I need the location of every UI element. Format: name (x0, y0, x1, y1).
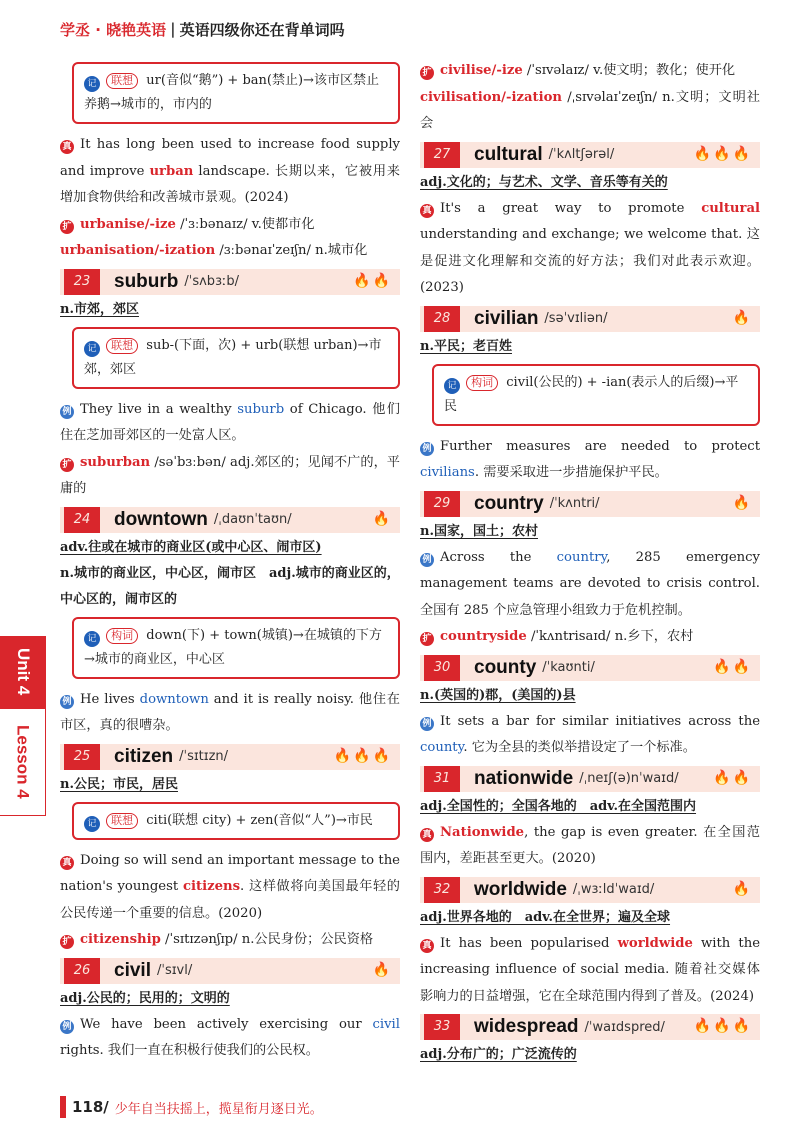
derivative-rest: /ˈɜːbənaɪz/ v.使都市化 (175, 216, 315, 232)
example-badge: 例 (60, 695, 74, 709)
headword: citizen (114, 745, 174, 767)
entry-header-downtown (60, 507, 400, 533)
entry-header-civil (60, 958, 400, 984)
example-civilian (420, 434, 760, 487)
derivative-word: urbanise/-ize (80, 216, 176, 232)
headword: worldwide (474, 878, 567, 900)
example-text: , 285 emergency management teams are devoted to crisis control. 全国有 285 个应急管理小组致力于危机控制。 (420, 549, 760, 618)
memo-icon: 记 (444, 378, 460, 394)
derivative-urbanise (60, 212, 400, 239)
example-text: Across the (440, 549, 557, 565)
memo-tag: 构词 (466, 375, 498, 391)
phonetic: /ˈkʌltʃərəl/ (548, 147, 615, 162)
example-civil (60, 1012, 400, 1065)
phonetic: /ˈkʌntri/ (549, 496, 600, 511)
definition: adv.往或在城市的商业区(或中心区、闹市区) (60, 539, 322, 555)
entry-header-civilian (420, 306, 760, 332)
example-text: Doing so will send an important message to the nation's youngest (60, 852, 400, 894)
example-text: . 需要采取进一步措施保护平民。 (474, 465, 668, 480)
memo-tag: 联想 (106, 338, 138, 354)
example-country (420, 545, 760, 625)
memory-tip-suburb (72, 327, 400, 389)
entry-number: 28 (424, 306, 460, 332)
example-badge: 例 (60, 1020, 74, 1034)
entry-number: 23 (64, 269, 100, 295)
footer-motto: 少年自当扶摇上，揽星衔月逐日光。 (114, 1101, 323, 1117)
example-citizen (60, 848, 400, 928)
entry-header-suburb (60, 269, 400, 295)
derivative-rest: /ˌsɪvəlaɪˈzeɪʃn/ n.文明；文明社会 (420, 89, 760, 131)
extend-badge: 扩 (420, 66, 434, 80)
entry-number: 32 (424, 877, 460, 903)
real-exam-badge: 真 (420, 828, 434, 842)
example-text: It has long been used to increase food supply and improve (60, 137, 400, 179)
left-column (60, 58, 400, 1065)
real-exam-badge: 真 (420, 939, 434, 953)
example-text: , the gap is even greater. 在全国范围内，差距甚至更大。(2020) (420, 824, 760, 866)
entry-number: 25 (64, 744, 100, 770)
memo-text: sub-(下面，次) + urb(联想 urban)→市郊，郊区 (84, 337, 382, 377)
right-column (420, 58, 760, 1068)
highlight-word: Nationwide (440, 824, 525, 840)
highlight-word: suburb (237, 401, 285, 417)
brand-name: 学丞 · 晓艳英语 (60, 20, 167, 39)
memory-tip-citizen (72, 802, 400, 840)
derivative-rest: /ˈkʌntrisaɪd/ n.乡下，农村 (526, 629, 694, 644)
definition: n.城市的商业区，中心区，闹市区 adj.城市的商业区的，中心区的，闹市区的 (60, 565, 400, 607)
example-text: It has been popularised (440, 935, 618, 951)
memo-tag: 联想 (106, 813, 138, 829)
memo-icon: 记 (84, 816, 100, 832)
memo-icon: 记 (84, 631, 100, 647)
memo-tag: 构词 (106, 628, 138, 644)
derivative-rest: /ɜːbənaɪˈzeɪʃn/ n.城市化 (215, 243, 368, 258)
highlight-word: civil (372, 1016, 400, 1032)
memo-icon: 记 (84, 76, 100, 92)
frequency-flame-icon: 🔥🔥🔥 (693, 1018, 752, 1034)
example-text: It sets a bar for similar initiatives across the (440, 713, 760, 729)
frequency-flame-icon: 🔥🔥 (353, 272, 392, 289)
example-downtown (60, 687, 400, 740)
memo-text: civil(公民的) + -ian(表示人的后缀)→平民 (444, 374, 739, 414)
example-text: They live in a wealthy (80, 401, 238, 417)
derivative-civilise (420, 58, 760, 85)
example-badge: 例 (420, 442, 434, 456)
derivative-suburban (60, 450, 400, 503)
example-badge: 例 (420, 553, 434, 567)
example-suburb (60, 397, 400, 450)
entry-header-worldwide (420, 877, 760, 903)
phonetic: /ˌwɜːldˈwaɪd/ (572, 882, 655, 897)
highlight-word: civilians (420, 465, 475, 480)
definition: adj.世界各地的 adv.在全世界；遍及全球 (420, 909, 671, 925)
entry-header-nationwide (420, 766, 760, 792)
derivative-word: suburban (80, 454, 151, 470)
example-text: It's a great way to promote (440, 200, 702, 216)
unit-label: Unit 4 (0, 636, 46, 708)
headword: county (474, 656, 537, 678)
entry-header-county (420, 655, 760, 681)
phonetic: /səˈvɪliən/ (544, 311, 608, 326)
entry-number: 26 (64, 958, 100, 984)
headword: downtown (114, 508, 208, 530)
example-badge: 例 (420, 717, 434, 731)
derivative-rest: /ˈsɪvəlaɪz/ v.使文明；教化；使开化 (522, 63, 736, 78)
frequency-flame-icon: 🔥🔥 (713, 658, 752, 675)
footer-accent-bar (60, 1096, 66, 1118)
highlight-word: downtown (139, 691, 209, 707)
extend-badge: 扩 (60, 220, 74, 234)
headword: nationwide (474, 767, 574, 789)
derivative-civilisation (420, 85, 760, 138)
highlight-word: urban (149, 163, 194, 179)
entry-header-cultural (420, 142, 760, 168)
headword: civil (114, 959, 151, 981)
phonetic: /ˈwaɪdspred/ (584, 1019, 665, 1035)
example-text: He lives (80, 691, 140, 707)
frequency-flame-icon: 🔥 (732, 494, 752, 511)
derivative-word: civilisation/-ization (420, 89, 563, 105)
entry-number: 31 (424, 766, 460, 792)
phonetic: /ˈkaʊnti/ (542, 660, 595, 675)
entry-header-widespread (420, 1014, 760, 1040)
derivative-word: civilise/-ize (440, 63, 523, 78)
definition: n.公民；市民，居民 (60, 776, 178, 792)
definition: adj.公民的；民用的；文明的 (60, 990, 230, 1006)
header-separator: | (170, 20, 176, 38)
phonetic: /ˈsɪvl/ (156, 963, 193, 978)
example-cultural (420, 196, 760, 302)
memo-tag: 联想 (106, 73, 138, 89)
derivative-word: urbanisation/-ization (60, 243, 216, 258)
example-text: . 它为全县的类似举措设定了一个标准。 (463, 740, 696, 755)
frequency-flame-icon: 🔥🔥🔥 (693, 145, 752, 162)
frequency-flame-icon: 🔥🔥 (713, 769, 752, 786)
memo-text: ur(音似“鹅”) + ban(禁止)→该市区禁止养鹅→城市的，市内的 (84, 73, 379, 112)
headword: country (474, 492, 544, 514)
derivative-citizenship (60, 927, 400, 954)
definition: n.平民；老百姓 (420, 338, 512, 354)
phonetic: /ˌdaʊnˈtaʊn/ (213, 512, 292, 527)
example-text: rights. 我们一直在积极行使我们的公民权。 (60, 1043, 319, 1058)
entry-number: 24 (64, 507, 100, 533)
headword: widespread (474, 1016, 579, 1037)
example-nationwide (420, 820, 760, 873)
example-text: We have been actively exercising our (80, 1016, 373, 1032)
example-text: Further measures are needed to protect (440, 438, 760, 454)
example-urban (60, 132, 400, 212)
page-header (60, 12, 760, 46)
definition: n.市郊，郊区 (60, 301, 139, 317)
frequency-flame-icon: 🔥 (732, 309, 752, 326)
example-text: understanding and exchange; we welcome that. 这是促进文化理解和交流的好方法；我们对此表示欢迎。(2023) (420, 227, 760, 295)
example-text: of Chicago. 他们住在芝加哥郊区的一处富人区。 (60, 401, 400, 443)
entry-header-country (420, 491, 760, 517)
extend-badge: 扩 (60, 458, 74, 472)
definition: n.国家，国土；农村 (420, 523, 538, 539)
highlight-word: cultural (701, 200, 760, 216)
example-text: with the increasing influence of social media. 随着社交媒体影响力的日益增强，它在全球范围内得到了普及。(2024) (420, 935, 760, 1004)
extend-badge: 扩 (60, 935, 74, 949)
headword: civilian (474, 307, 539, 329)
example-worldwide (420, 931, 760, 1011)
example-badge: 例 (60, 405, 74, 419)
example-text: and it is really noisy. 他住在市区，真的很嘈杂。 (60, 691, 400, 733)
derivative-word: citizenship (80, 932, 161, 947)
real-exam-badge: 真 (60, 140, 74, 154)
derivative-word: countryside (440, 629, 527, 644)
headword: suburb (114, 270, 179, 292)
derivative-rest: /səˈbɜːbən/ adj.郊区的；见闻不广的，平庸的 (60, 454, 400, 496)
highlight-word: citizens (182, 879, 241, 894)
entry-number: 27 (424, 142, 460, 168)
memory-tip-urban (72, 62, 400, 124)
frequency-flame-icon: 🔥🔥🔥 (333, 747, 392, 764)
frequency-flame-icon: 🔥 (372, 510, 392, 527)
phonetic: /ˈsʌbɜːb/ (184, 274, 239, 289)
memo-icon: 记 (84, 341, 100, 357)
definition: n.(英国的)郡，(美国的)县 (420, 687, 576, 703)
real-exam-badge: 真 (420, 204, 434, 218)
memo-text: citi(联想 city) + zen(音似“人”)→市民 (146, 812, 373, 828)
entry-number: 30 (424, 655, 460, 681)
frequency-flame-icon: 🔥 (372, 961, 392, 978)
entry-number: 29 (424, 491, 460, 517)
example-text: . 这样做将向美国最年轻的公民传递一个重要的信息。(2020) (60, 879, 400, 921)
phonetic: /ˌneɪʃ(ə)nˈwaɪd/ (579, 771, 679, 786)
entry-number: 33 (424, 1014, 460, 1040)
derivative-urbanisation (60, 238, 400, 265)
highlight-word: county (420, 740, 464, 755)
highlight-word: country (556, 549, 607, 565)
derivative-countryside (420, 624, 760, 651)
example-county (420, 709, 760, 762)
memo-text: down(下) + town(城镇)→在城镇的下方→城市的商业区，中心区 (84, 627, 382, 667)
definition: adj.全国性的；全国各地的 adv.在全国范围内 (420, 798, 697, 814)
real-exam-badge: 真 (60, 856, 74, 870)
memory-tip-downtown (72, 617, 400, 679)
page-number: 118/ (72, 1098, 109, 1116)
example-text: landscape. 长期以来，它被用来增加食物供给和改善城市景观。(2024) (60, 163, 400, 205)
unit-side-tab (0, 636, 46, 816)
book-title: 英语四级你还在背单词吗 (179, 20, 345, 39)
highlight-word: worldwide (617, 935, 693, 951)
extend-badge: 扩 (420, 632, 434, 646)
entry-header-citizen (60, 744, 400, 770)
page-footer (60, 1094, 323, 1120)
definition: adj.分布广的；广泛流传的 (420, 1047, 577, 1062)
derivative-rest: /ˈsɪtɪzənʃɪp/ n.公民身份；公民资格 (160, 932, 374, 947)
definition: adj.文化的；与艺术、文学、音乐等有关的 (420, 174, 668, 190)
lesson-label: Lesson 4 (0, 708, 46, 816)
memory-tip-civilian (432, 364, 760, 426)
frequency-flame-icon: 🔥 (732, 880, 752, 897)
headword: cultural (474, 143, 543, 165)
phonetic: /ˈsɪtɪzn/ (179, 749, 229, 764)
